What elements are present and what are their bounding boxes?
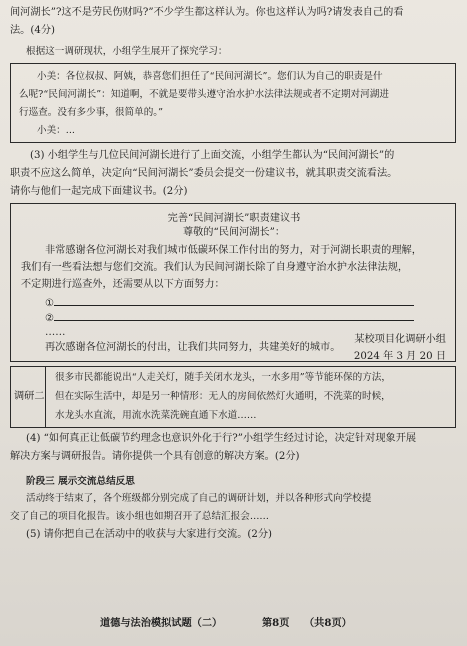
item-marker: ② — [45, 313, 55, 324]
letter-title: 完善“民间河湖长”职责建议书 — [167, 213, 301, 224]
stage-title: 阶段三 展示交流总结反思 — [26, 476, 135, 487]
question-text: 间河湖长”?这不是劳民伤财吗?”不少学生都这样认为。你也这样认为吗?请发表自己的看 — [10, 7, 404, 18]
question-4-text: 解决方案与调研报告。请你提供一个具有创意的解决方案。(2分) — [10, 451, 300, 462]
letter-closing: 再次感谢各位河湖长的付出，让我们共同努力，共建美好的城市。 — [45, 342, 341, 353]
stage-text: 活动终于结束了，各个班级都分别完成了自己的调研计划，并以各种形式向学校提 — [26, 493, 372, 504]
question-3-text: 请你与他们一起完成下面建议书。(2分) — [10, 186, 188, 197]
question-5-text: (5) 请你把自己在活动中的收获与大家进行交流。(2分) — [26, 529, 273, 540]
dialog-line: 行巡查。没有多少事，很简单的。” — [19, 107, 164, 118]
footer-total: （共8页） — [304, 617, 352, 629]
dialog-line: 么呢?“民间河湖长”：知道啊，不就是要带头遵守治水护水法律法规或者不定期对河湖进 — [19, 89, 389, 100]
dialog-line: 小美：... — [37, 125, 75, 136]
item-marker: ① — [45, 298, 55, 309]
letter-date: 2024 年 3 月 20 日 — [353, 351, 446, 362]
research-text: 很多市民都能说出“人走关灯，随手关闭水龙头，一水多用”等节能环保的方法， — [55, 372, 391, 383]
answer-line[interactable] — [54, 295, 414, 306]
footer-subject: 道德与法治模拟试题（二） — [100, 617, 223, 629]
letter-salutation: 尊敬的“民间河湖长”： — [182, 227, 286, 238]
letter-paragraph: 非常感谢各位河湖长对我们城市低碳环保工作付出的努力，对于河湖长职责的理解， — [45, 245, 422, 256]
answer-blank-2 — [45, 310, 414, 325]
question-4-text: (4) “如何真正让低碳节约理念也意识外化于行?”小组学生经过讨论，决定针对现象开展 — [26, 433, 417, 444]
dialog-box — [10, 63, 456, 143]
research-table — [10, 366, 456, 428]
research-text: 但在实际生活中，却是另一种情形：无人的房间依然灯火通明，不洗菜的时候， — [55, 391, 391, 402]
research-text: 水龙头水直流，用流水洗菜洗碗直通下水道…… — [55, 410, 257, 421]
letter-paragraph: 不定期进行巡查外，还需要从以下方面努力： — [21, 279, 225, 290]
footer-page: 第8页 — [262, 617, 290, 629]
dialog-line: 小美：各位叔叔、阿姨，恭喜您们担任了“民间河湖长”。您们认为自己的职责是什 — [37, 71, 383, 82]
stage-text: 交了自己的项目化报告。该小组也如期召开了总结汇报会…… — [10, 511, 270, 522]
intro-text: 根据这一调研现状，小组学生展开了探究学习： — [26, 46, 228, 57]
question-score: 法。(4分) — [10, 25, 55, 36]
answer-blank-1 — [45, 295, 414, 310]
research-label-cell — [11, 367, 46, 427]
letter-signature: 某校项目化调研小组 — [354, 334, 446, 345]
letter-ellipsis: …… — [45, 327, 66, 338]
research-label: 调研二 — [14, 391, 45, 402]
letter-paragraph: 我们有一些看法想与您们交流。我们认为民间河湖长除了自身遵守治水护水法律法规， — [21, 262, 409, 273]
question-3-text: (3) 小组学生与几位民间河湖长进行了上面交流，小组学生都认为“民间河湖长”的 — [30, 150, 395, 161]
answer-line[interactable] — [54, 310, 414, 321]
question-3-text: 职责不应这么简单，决定向“民间河湖长”委员会提交一份建议书，就其职责交流看法。 — [10, 168, 398, 179]
